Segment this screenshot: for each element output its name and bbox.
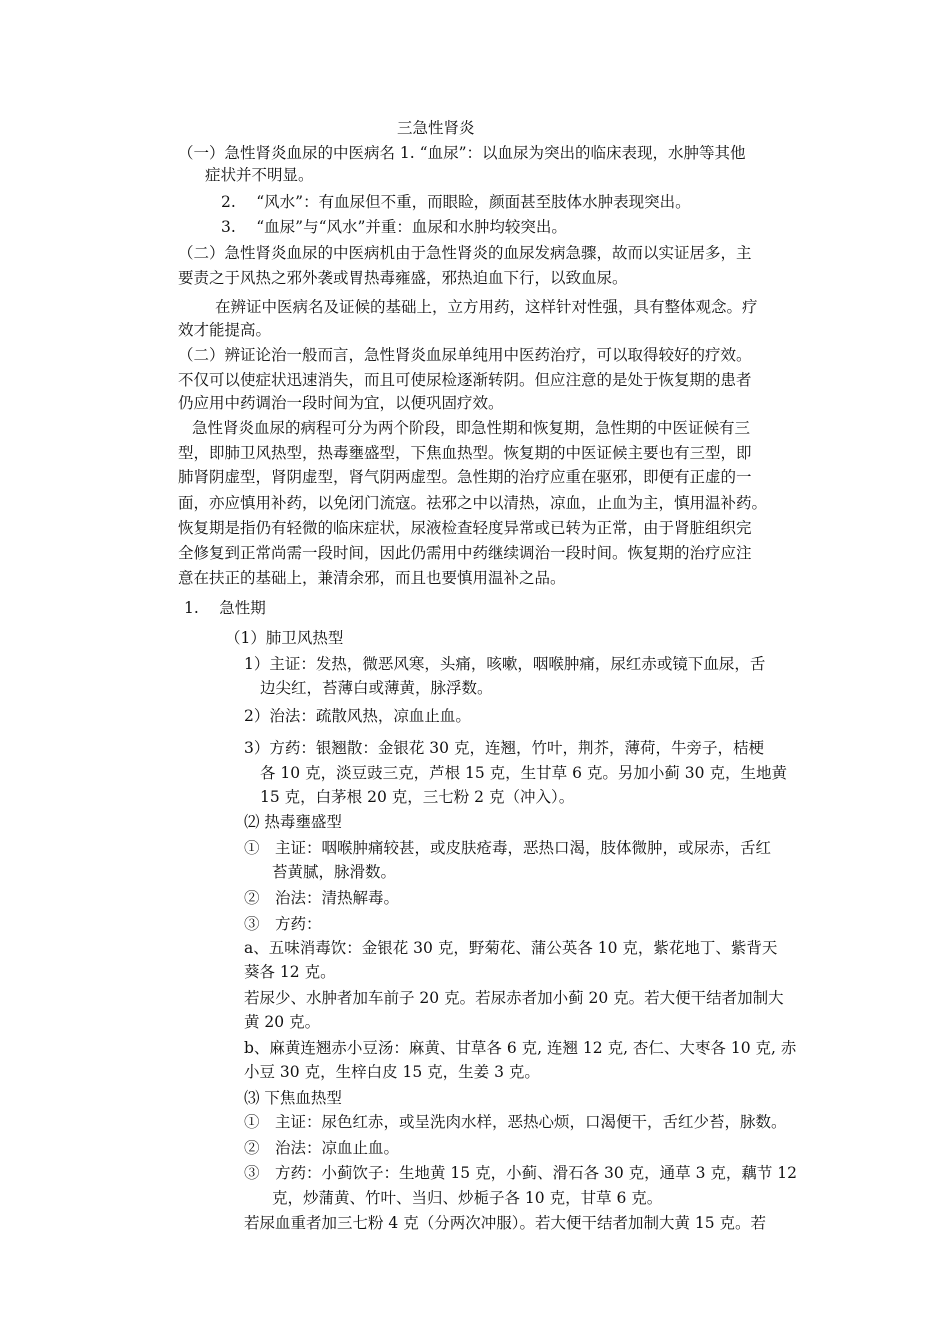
text-line: 意在扶正的基础上，兼清余邪，而且也要慎用温补之品。 [178, 569, 566, 587]
text-line: 3. “血尿”与“风水”并重：血尿和水肿均较突出。 [221, 218, 567, 236]
text-line: ⑵ 热毒壅盛型 [244, 813, 342, 831]
text-line: ③ 方药： [244, 915, 322, 933]
text-line: ⑶ 下焦血热型 [244, 1089, 342, 1107]
text-line: 1. 急性期 [184, 599, 266, 617]
text-line: 恢复期是指仍有轻微的临床症状，尿液检查轻度异常或已转为正常，由于肾脏组织完 [178, 519, 752, 537]
text-line: ① 主证：咽喉肿痛较甚，或皮肤疮毒，恶热口渴，肢体微肿，或尿赤，舌红 [244, 839, 772, 857]
document-title: 三急性肾炎 [397, 119, 475, 137]
text-line: 15 克，白茅根 20 克，三七粉 2 克（冲入）。 [260, 788, 575, 806]
text-line: 边尖红，苔薄白或薄黄，脉浮数。 [260, 679, 493, 697]
text-line: ② 治法：凉血止血。 [244, 1139, 400, 1157]
text-line: 面，亦应慎用补药，以免闭门流寇。祛邪之中以清热，凉血，止血为主，慎用温补药。 [178, 494, 768, 512]
text-line: 症状并不明显。 [205, 166, 314, 184]
text-line: （二）急性肾炎血尿的中医病机由于急性肾炎的血尿发病急骤，故而以实证居多，主 [178, 244, 752, 262]
text-line: 若尿少、水肿者加车前子 20 克。若尿赤者加小蓟 20 克。若大便干结者加制大 [244, 989, 784, 1007]
text-line: 型，即肺卫风热型，热毒壅盛型，下焦血热型。恢复期的中医证候主要也有三型，即 [178, 444, 752, 462]
text-line: 各 10 克，淡豆豉三克，芦根 15 克，生甘草 6 克。另加小蓟 30 克，生地黄 [260, 764, 787, 782]
text-line: 葵各 12 克。 [244, 963, 336, 981]
text-line: （一）急性肾炎血尿的中医病名 1. “血尿”：以血尿为突出的临床表现，水肿等其他 [178, 144, 746, 162]
text-line: 不仅可以使症状迅速消失，而且可使尿检逐渐转阴。但应注意的是处于恢复期的患者 [178, 371, 752, 389]
text-line: ② 治法：清热解毒。 [244, 889, 400, 907]
text-line: 急性肾炎血尿的病程可分为两个阶段，即急性期和恢复期，急性期的中医证候有三 [192, 419, 751, 437]
text-line: 1）主证：发热，微恶风寒，头痛，咳嗽，咽喉肿痛，尿红赤或镜下血尿，舌 [244, 655, 766, 673]
text-line: 在辨证中医病名及证候的基础上，立方用药，这样针对性强，具有整体观念。疗 [215, 298, 758, 316]
text-line: 克，炒蒲黄、竹叶、当归、炒栀子各 10 克，甘草 6 克。 [272, 1189, 663, 1207]
text-line: 2）治法：疏散风热，凉血止血。 [244, 707, 471, 725]
text-line: 肺肾阴虚型，肾阴虚型，肾气阴两虚型。急性期的治疗应重在驱邪，即便有正虚的一 [178, 468, 752, 486]
text-line: （二）辨证论治一般而言，急性肾炎血尿单纯用中医药治疗，可以取得较好的疗效。 [178, 346, 752, 364]
text-line: 苔黄腻，脉滑数。 [272, 863, 397, 881]
text-line: ① 主证：尿色红赤，或呈洗肉水样，恶热心烦，口渴便干，舌红少苔，脉数。 [244, 1113, 787, 1131]
text-line: 全修复到正常尚需一段时间，因此仍需用中药继续调治一段时间。恢复期的治疗应注 [178, 544, 752, 562]
text-line: 效才能提高。 [178, 321, 272, 339]
text-line: 仍应用中药调治一段时间为宜，以便巩固疗效。 [178, 394, 504, 412]
text-line: 3）方药：银翘散：金银花 30 克，连翘，竹叶，荆芥，薄荷，牛旁子，桔梗 [244, 739, 764, 757]
text-line: b、麻黄连翘赤小豆汤：麻黄、甘草各 6 克, 连翘 12 克, 杏仁、大枣各 10 克, 赤 [244, 1039, 797, 1057]
text-line: 小豆 30 克，生梓白皮 15 克，生姜 3 克。 [244, 1063, 540, 1081]
text-line: 要责之于风热之邪外袭或胃热毒雍盛，邪热迫血下行，以致血尿。 [178, 269, 628, 287]
text-line: 若尿血重者加三七粉 4 克（分两次冲服）。若大便干结者加制大黄 15 克。若 [244, 1214, 767, 1232]
text-line: 黄 20 克。 [244, 1013, 321, 1031]
text-line: a、五味消毒饮：金银花 30 克，野菊花、蒲公英各 10 克，紫花地丁、紫背天 [244, 939, 778, 957]
text-line: 2. “风水”：有血尿但不重，而眼睑，颜面甚至肢体水肿表现突出。 [221, 193, 691, 211]
text-line: ③ 方药：小蓟饮子：生地黄 15 克，小蓟、滑石各 30 克，通草 3 克，藕节 12 [244, 1164, 798, 1182]
text-line: （1）肺卫风热型 [225, 629, 344, 647]
